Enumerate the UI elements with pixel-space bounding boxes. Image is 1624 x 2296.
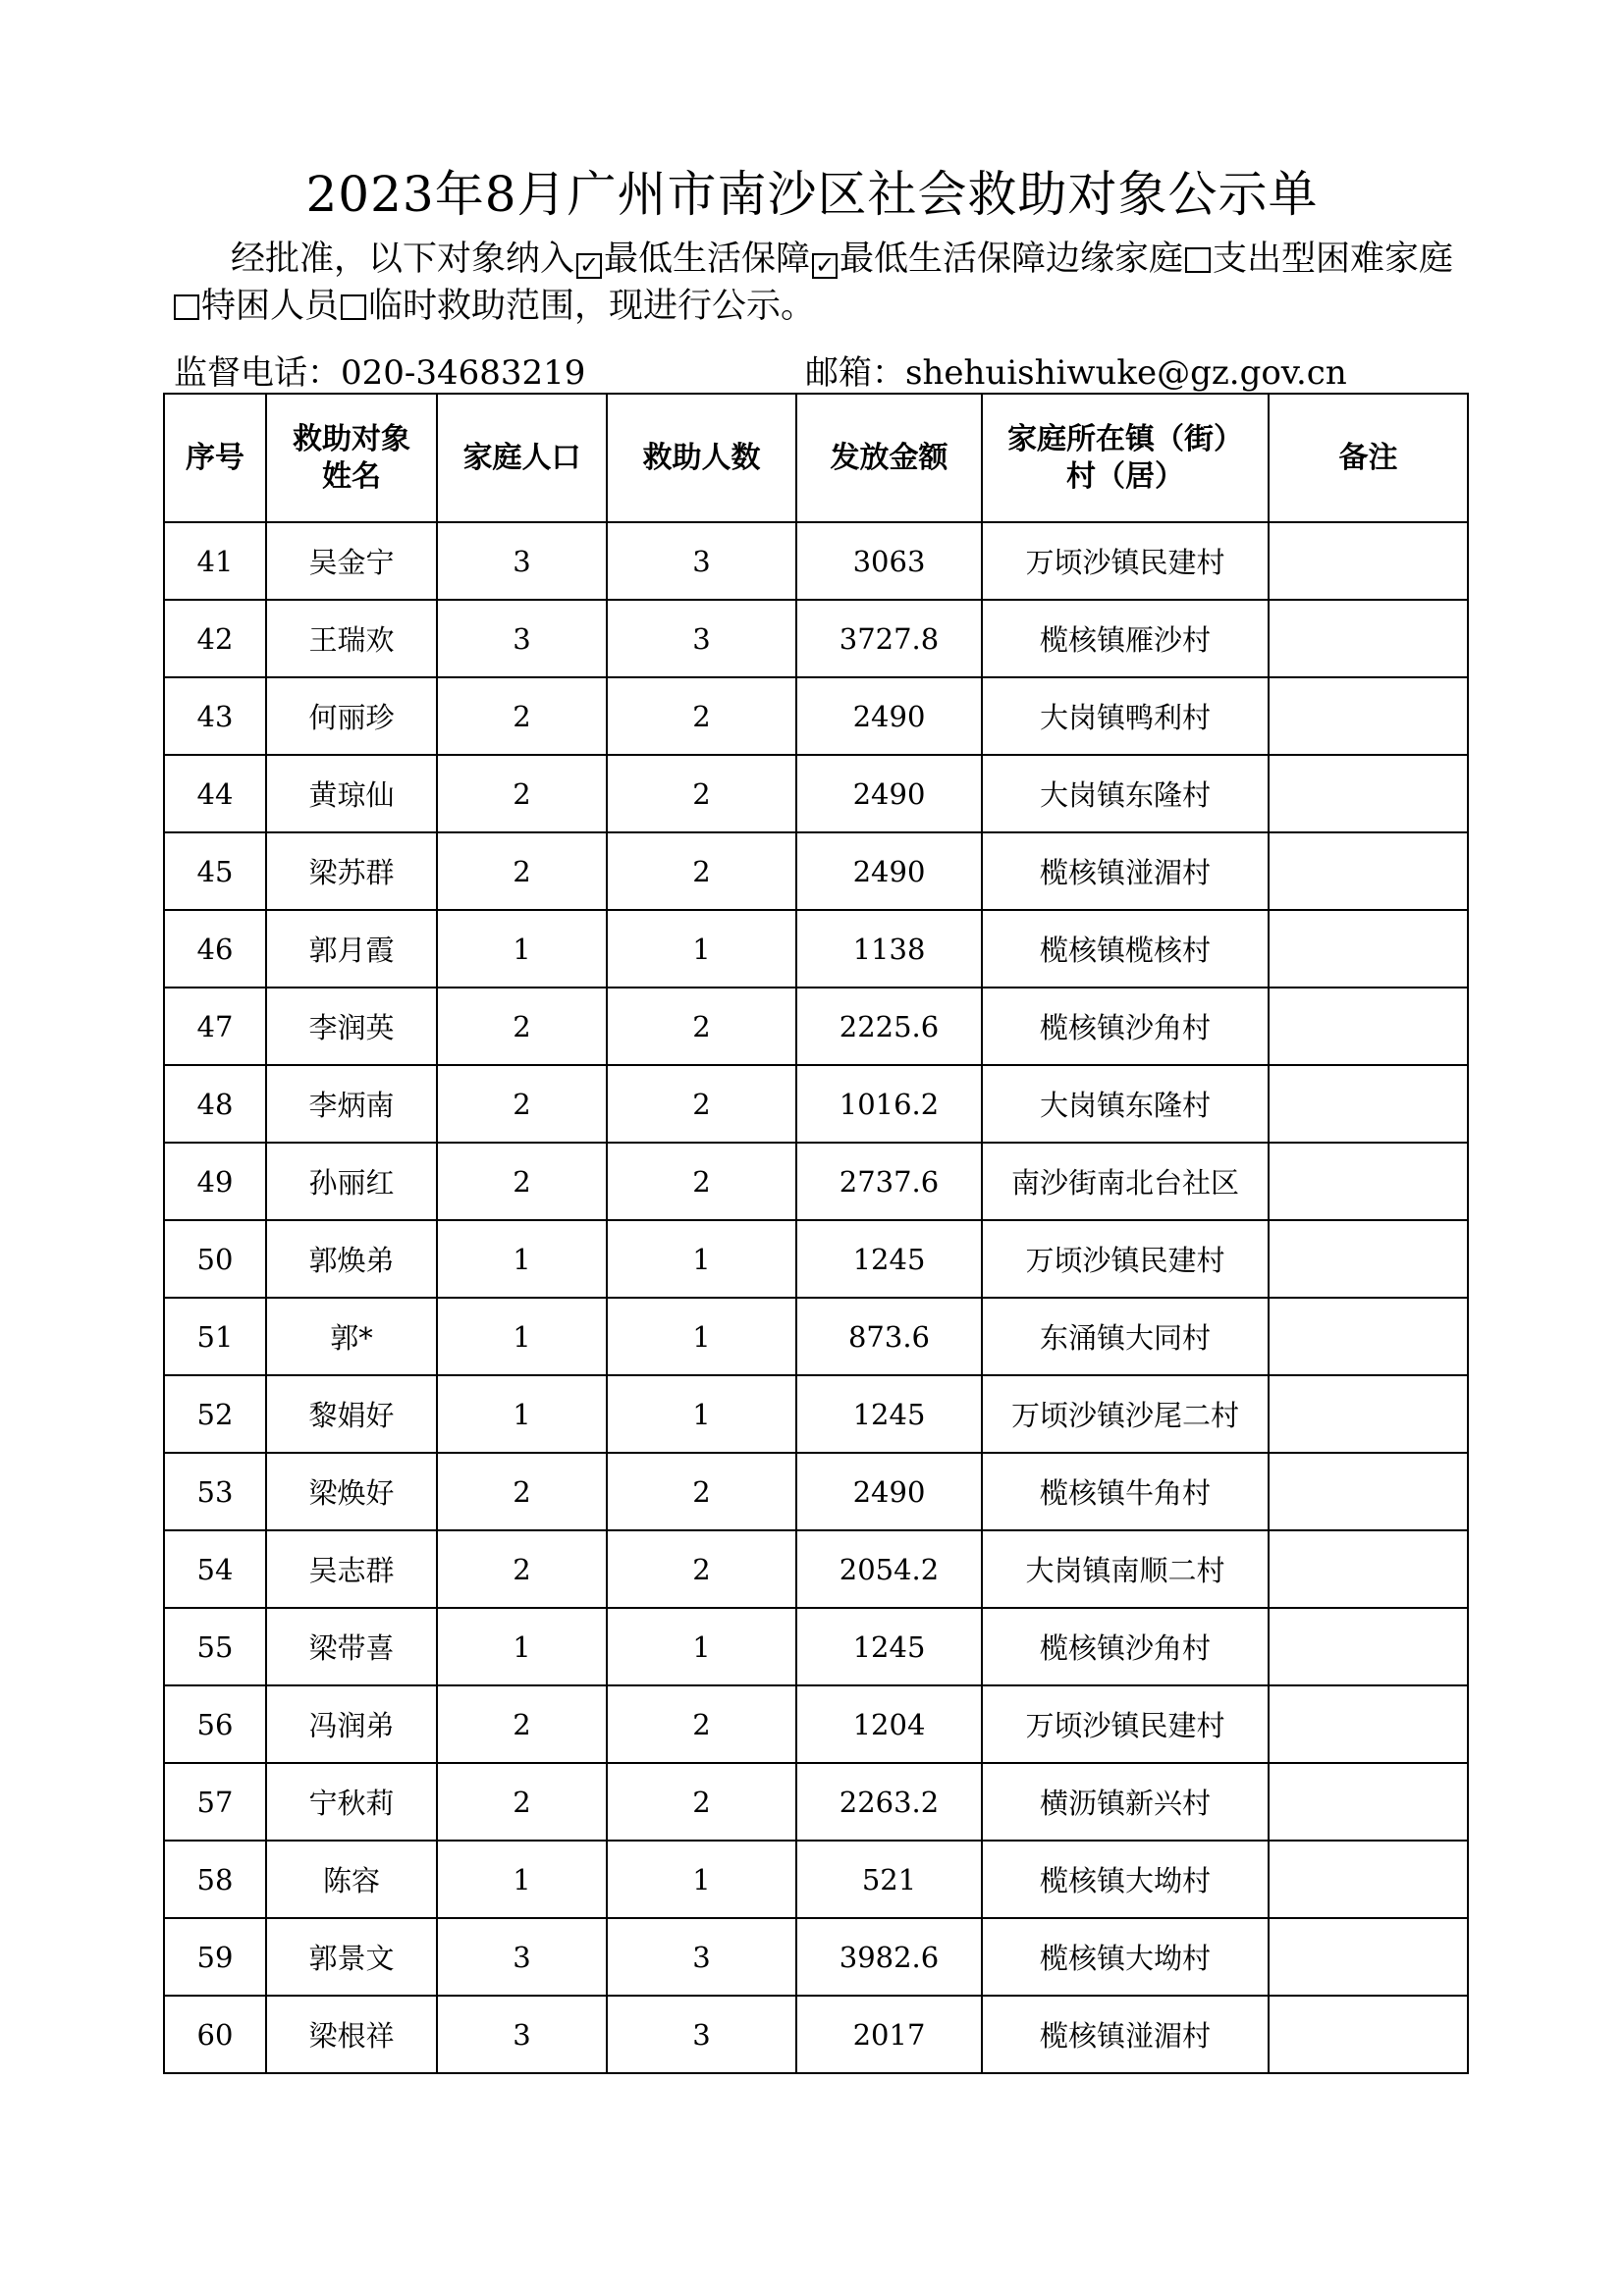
header-location: 家庭所在镇（街） 村（居）	[982, 394, 1269, 522]
table-row	[164, 1143, 1468, 1220]
cell-name: 冯润弟	[266, 1685, 437, 1763]
cell-name: 郭月霞	[266, 910, 437, 988]
cell-name: 陈容	[266, 1841, 437, 1918]
cell-serial: 55	[164, 1608, 266, 1685]
cell-household-size: 1	[437, 1298, 607, 1375]
cell-location: 榄核镇雁沙村	[982, 600, 1269, 677]
cell-serial: 41	[164, 522, 266, 600]
cell-location: 榄核镇大坳村	[982, 1841, 1269, 1918]
cell-name: 梁带喜	[266, 1608, 437, 1685]
cell-household-size: 1	[437, 1841, 607, 1918]
assistance-table	[163, 393, 1469, 2074]
cell-aided-count: 2	[607, 1763, 796, 1841]
table-header	[164, 394, 1468, 522]
cell-location: 榄核镇湴湄村	[982, 832, 1269, 910]
cell-remarks	[1269, 522, 1468, 600]
cell-location: 万顷沙镇民建村	[982, 522, 1269, 600]
cell-serial: 56	[164, 1685, 266, 1763]
cell-household-size: 2	[437, 1143, 607, 1220]
cell-location: 万顷沙镇沙尾二村	[982, 1375, 1269, 1453]
cell-serial: 60	[164, 1996, 266, 2073]
table-row	[164, 1918, 1468, 1996]
table-row	[164, 677, 1468, 755]
cell-aided-count: 2	[607, 677, 796, 755]
cell-remarks	[1269, 1841, 1468, 1918]
cell-serial: 44	[164, 755, 266, 832]
cell-location: 大岗镇南顺二村	[982, 1530, 1269, 1608]
cell-aided-count: 2	[607, 1530, 796, 1608]
cell-aided-count: 3	[607, 1918, 796, 1996]
cell-location: 万顷沙镇民建村	[982, 1220, 1269, 1298]
cell-amount: 1245	[796, 1608, 982, 1685]
cell-aided-count: 3	[607, 522, 796, 600]
table-row	[164, 755, 1468, 832]
cell-household-size: 3	[437, 522, 607, 600]
contact-email: 邮箱：shehuishiwuke@gz.gov.cn	[805, 353, 1347, 393]
intro-paragraph	[172, 236, 1478, 330]
cell-name: 何丽珍	[266, 677, 437, 755]
checkbox-icon: ✓	[576, 253, 602, 279]
category-label: 最低生活保障	[604, 240, 811, 279]
cell-serial: 50	[164, 1220, 266, 1298]
cell-serial: 49	[164, 1143, 266, 1220]
cell-aided-count: 2	[607, 1453, 796, 1530]
cell-aided-count: 2	[607, 755, 796, 832]
supervision-phone: 监督电话：020-34683219	[174, 353, 586, 393]
cell-household-size: 2	[437, 1763, 607, 1841]
cell-amount: 1245	[796, 1220, 982, 1298]
table-row	[164, 1685, 1468, 1763]
cell-remarks	[1269, 1143, 1468, 1220]
cell-location: 横沥镇新兴村	[982, 1763, 1269, 1841]
cell-serial: 46	[164, 910, 266, 988]
cell-amount: 2263.2	[796, 1763, 982, 1841]
cell-amount: 2490	[796, 832, 982, 910]
header-amount: 发放金额	[796, 394, 982, 522]
cell-serial: 48	[164, 1065, 266, 1143]
cell-aided-count: 1	[607, 1841, 796, 1918]
cell-location: 榄核镇湴湄村	[982, 1996, 1269, 2073]
cell-remarks	[1269, 1685, 1468, 1763]
cell-name: 梁焕好	[266, 1453, 437, 1530]
table-row	[164, 1530, 1468, 1608]
cell-aided-count: 2	[607, 1143, 796, 1220]
cell-household-size: 3	[437, 600, 607, 677]
cell-household-size: 3	[437, 1918, 607, 1996]
cell-aided-count: 3	[607, 1996, 796, 2073]
checkbox-icon	[174, 294, 199, 320]
cell-remarks	[1269, 600, 1468, 677]
cell-name: 宁秋莉	[266, 1763, 437, 1841]
cell-serial: 52	[164, 1375, 266, 1453]
cell-serial: 54	[164, 1530, 266, 1608]
header-row	[164, 394, 1468, 522]
table-row	[164, 1453, 1468, 1530]
header-remarks: 备注	[1269, 394, 1468, 522]
cell-serial: 58	[164, 1841, 266, 1918]
cell-amount: 1245	[796, 1375, 982, 1453]
cell-name: 吴志群	[266, 1530, 437, 1608]
cell-household-size: 2	[437, 1685, 607, 1763]
table-row	[164, 1065, 1468, 1143]
cell-remarks	[1269, 832, 1468, 910]
cell-location: 榄核镇牛角村	[982, 1453, 1269, 1530]
cell-remarks	[1269, 1763, 1468, 1841]
cell-aided-count: 1	[607, 1608, 796, 1685]
cell-name: 李润英	[266, 988, 437, 1065]
cell-aided-count: 2	[607, 988, 796, 1065]
cell-location: 东涌镇大同村	[982, 1298, 1269, 1375]
table-row	[164, 1608, 1468, 1685]
table-row	[164, 522, 1468, 600]
cell-serial: 47	[164, 988, 266, 1065]
table-row	[164, 1996, 1468, 2073]
header-name: 救助对象 姓名	[266, 394, 437, 522]
header-household-size: 家庭人口	[437, 394, 607, 522]
table-row	[164, 600, 1468, 677]
cell-household-size: 1	[437, 1608, 607, 1685]
cell-amount: 2225.6	[796, 988, 982, 1065]
cell-location: 万顷沙镇民建村	[982, 1685, 1269, 1763]
category-label: 临时救助	[368, 287, 507, 326]
cell-name: 郭景文	[266, 1918, 437, 1996]
intro-prefix: 经批准，以下对象纳入	[231, 240, 575, 279]
cell-name: 梁根祥	[266, 1996, 437, 2073]
table-row	[164, 988, 1468, 1065]
cell-amount: 1204	[796, 1685, 982, 1763]
category-label: 最低生活保障边缘家庭	[839, 240, 1184, 279]
cell-remarks	[1269, 1065, 1468, 1143]
table-row	[164, 910, 1468, 988]
cell-remarks	[1269, 1918, 1468, 1996]
cell-location: 大岗镇东隆村	[982, 755, 1269, 832]
cell-remarks	[1269, 1530, 1468, 1608]
cell-household-size: 2	[437, 1453, 607, 1530]
cell-amount: 2490	[796, 755, 982, 832]
cell-name: 李炳南	[266, 1065, 437, 1143]
cell-name: 梁苏群	[266, 832, 437, 910]
cell-aided-count: 1	[607, 910, 796, 988]
cell-amount: 3982.6	[796, 1918, 982, 1996]
cell-household-size: 1	[437, 1220, 607, 1298]
cell-name: 黎娟好	[266, 1375, 437, 1453]
cell-amount: 873.6	[796, 1298, 982, 1375]
cell-household-size: 2	[437, 988, 607, 1065]
cell-household-size: 2	[437, 832, 607, 910]
cell-location: 榄核镇榄核村	[982, 910, 1269, 988]
table-row	[164, 832, 1468, 910]
cell-name: 郭焕弟	[266, 1220, 437, 1298]
cell-amount: 2490	[796, 1453, 982, 1530]
header-serial: 序号	[164, 394, 266, 522]
cell-location: 南沙街南北台社区	[982, 1143, 1269, 1220]
cell-remarks	[1269, 1298, 1468, 1375]
checkbox-icon	[1185, 247, 1211, 273]
cell-name: 黄琼仙	[266, 755, 437, 832]
cell-amount: 3063	[796, 522, 982, 600]
cell-aided-count: 1	[607, 1375, 796, 1453]
cell-serial: 42	[164, 600, 266, 677]
cell-household-size: 2	[437, 755, 607, 832]
cell-serial: 57	[164, 1763, 266, 1841]
table-row	[164, 1841, 1468, 1918]
cell-aided-count: 2	[607, 1065, 796, 1143]
cell-name: 王瑞欢	[266, 600, 437, 677]
cell-amount: 1138	[796, 910, 982, 988]
cell-household-size: 1	[437, 1375, 607, 1453]
cell-household-size: 2	[437, 1065, 607, 1143]
cell-remarks	[1269, 910, 1468, 988]
cell-remarks	[1269, 677, 1468, 755]
table-body	[164, 522, 1468, 2073]
cell-remarks	[1269, 755, 1468, 832]
cell-amount: 2017	[796, 1996, 982, 2073]
table-row	[164, 1763, 1468, 1841]
cell-amount: 521	[796, 1841, 982, 1918]
cell-remarks	[1269, 1220, 1468, 1298]
cell-serial: 45	[164, 832, 266, 910]
cell-household-size: 3	[437, 1996, 607, 2073]
header-aided-count: 救助人数	[607, 394, 796, 522]
cell-remarks	[1269, 1996, 1468, 2073]
cell-remarks	[1269, 988, 1468, 1065]
cell-amount: 2490	[796, 677, 982, 755]
cell-household-size: 2	[437, 1530, 607, 1608]
intro-suffix: 范围，现进行公示。	[506, 287, 816, 326]
cell-aided-count: 1	[607, 1220, 796, 1298]
cell-aided-count: 1	[607, 1298, 796, 1375]
cell-remarks	[1269, 1375, 1468, 1453]
cell-name: 吴金宁	[266, 522, 437, 600]
cell-serial: 59	[164, 1918, 266, 1996]
cell-aided-count: 3	[607, 600, 796, 677]
cell-serial: 43	[164, 677, 266, 755]
cell-remarks	[1269, 1608, 1468, 1685]
cell-location: 榄核镇沙角村	[982, 988, 1269, 1065]
cell-location: 大岗镇鸭利村	[982, 677, 1269, 755]
cell-aided-count: 2	[607, 1685, 796, 1763]
category-label: 支出型困难家庭	[1213, 240, 1454, 279]
cell-household-size: 2	[437, 677, 607, 755]
cell-serial: 51	[164, 1298, 266, 1375]
checkbox-icon: ✓	[812, 253, 838, 279]
table-row	[164, 1298, 1468, 1375]
cell-remarks	[1269, 1453, 1468, 1530]
cell-amount: 2054.2	[796, 1530, 982, 1608]
cell-name: 孙丽红	[266, 1143, 437, 1220]
cell-location: 大岗镇东隆村	[982, 1065, 1269, 1143]
category-label: 特困人员	[201, 287, 340, 326]
cell-aided-count: 2	[607, 832, 796, 910]
document-title: 2023年8月广州市南沙区社会救助对象公示单	[305, 166, 1319, 223]
cell-household-size: 1	[437, 910, 607, 988]
table-row	[164, 1220, 1468, 1298]
cell-location: 榄核镇大坳村	[982, 1918, 1269, 1996]
cell-amount: 3727.8	[796, 600, 982, 677]
cell-amount: 1016.2	[796, 1065, 982, 1143]
checkbox-icon	[341, 294, 366, 320]
table-row	[164, 1375, 1468, 1453]
cell-serial: 53	[164, 1453, 266, 1530]
cell-location: 榄核镇沙角村	[982, 1608, 1269, 1685]
cell-amount: 2737.6	[796, 1143, 982, 1220]
cell-name: 郭*	[266, 1298, 437, 1375]
